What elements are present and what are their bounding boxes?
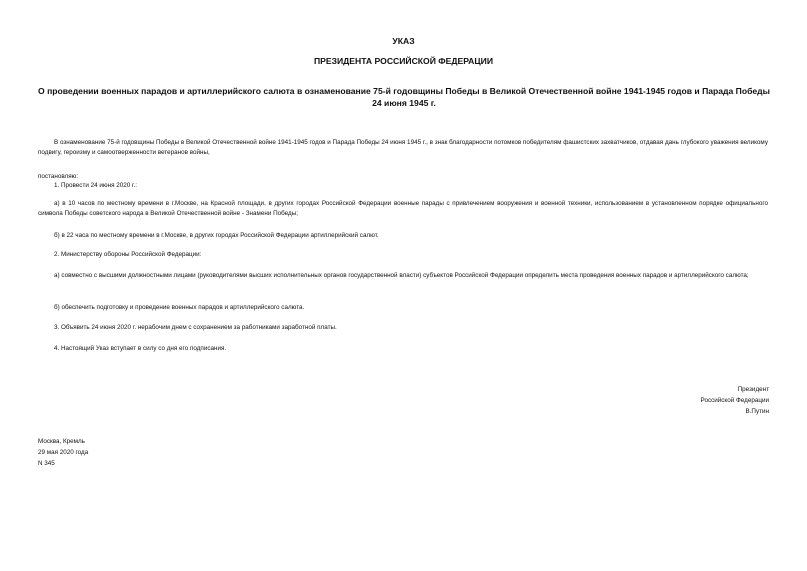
signature-country: Российской Федерации [700, 397, 769, 404]
item-1b: б) в 22 часа по местному времени в г.Москве, в других городах Российской Федерации артиллерийский салют. [54, 232, 379, 239]
signature-name: В.Путин [745, 408, 769, 415]
item-1a: а) в 10 часов по местному времени в г.Москве, на Красной площади, в других городах Российской Федерации военные парады с привлечением вооружения и военной техники, использованием в установленном порядке официального символа Победы советского народа в Великой Отечественной войне - Знамени Победы; [38, 200, 768, 217]
item-4: 4. Настоящий Указ вступает в силу со дня его подписания. [54, 345, 227, 352]
item-3: 3. Объявить 24 июня 2020 г. нерабочим днем с сохранением за работниками заработной платы. [54, 324, 337, 331]
signing-date: 29 мая 2020 года [38, 449, 89, 456]
issuer-heading: ПРЕЗИДЕНТА РОССИЙСКОЙ ФЕДЕРАЦИИ [313, 56, 494, 66]
doc-type-heading: УКАЗ [392, 36, 415, 46]
signing-place: Москва, Кремль [38, 438, 85, 445]
decree-number: N 345 [38, 460, 55, 467]
signature-block [701, 384, 769, 417]
item-2a: а) совместно с высшими должностными лицами (руководителями высших исполнительных органов государственной власти) субъектов Российской Федерации определить места проведения военных парадов и артиллерийского салюта; [54, 272, 749, 279]
signature-title: Президент [737, 386, 769, 393]
document-title: О проведении военных парадов и артиллерийского салюта в ознаменование 75-й годовщины Победы в Великой Отечественной войне 1941-1945 годов и Парада Победы 24 июня 1945 г. [38, 86, 770, 108]
item-1: 1. Провести 24 июня 2020 г.: [54, 182, 138, 189]
preamble-paragraph: В ознаменование 75-й годовщины Победы в Великой Отечественной войне 1941-1945 годов и Парада Победы 24 июня 1945 г., в знак благодарности потомков победителям фашистских захватчиков, отдавая дань глубокого уважения великому подвигу, героизму и самоотверженности ветеранов войны, [38, 139, 768, 156]
item-2b: б) обеспечить подготовку и проведение военных парадов и артиллерийского салюта. [54, 304, 305, 311]
item-2: 2. Министерству обороны Российской Федерации: [54, 251, 202, 258]
place-date-block [38, 436, 88, 469]
resolve-line: постановляю: [38, 173, 79, 180]
